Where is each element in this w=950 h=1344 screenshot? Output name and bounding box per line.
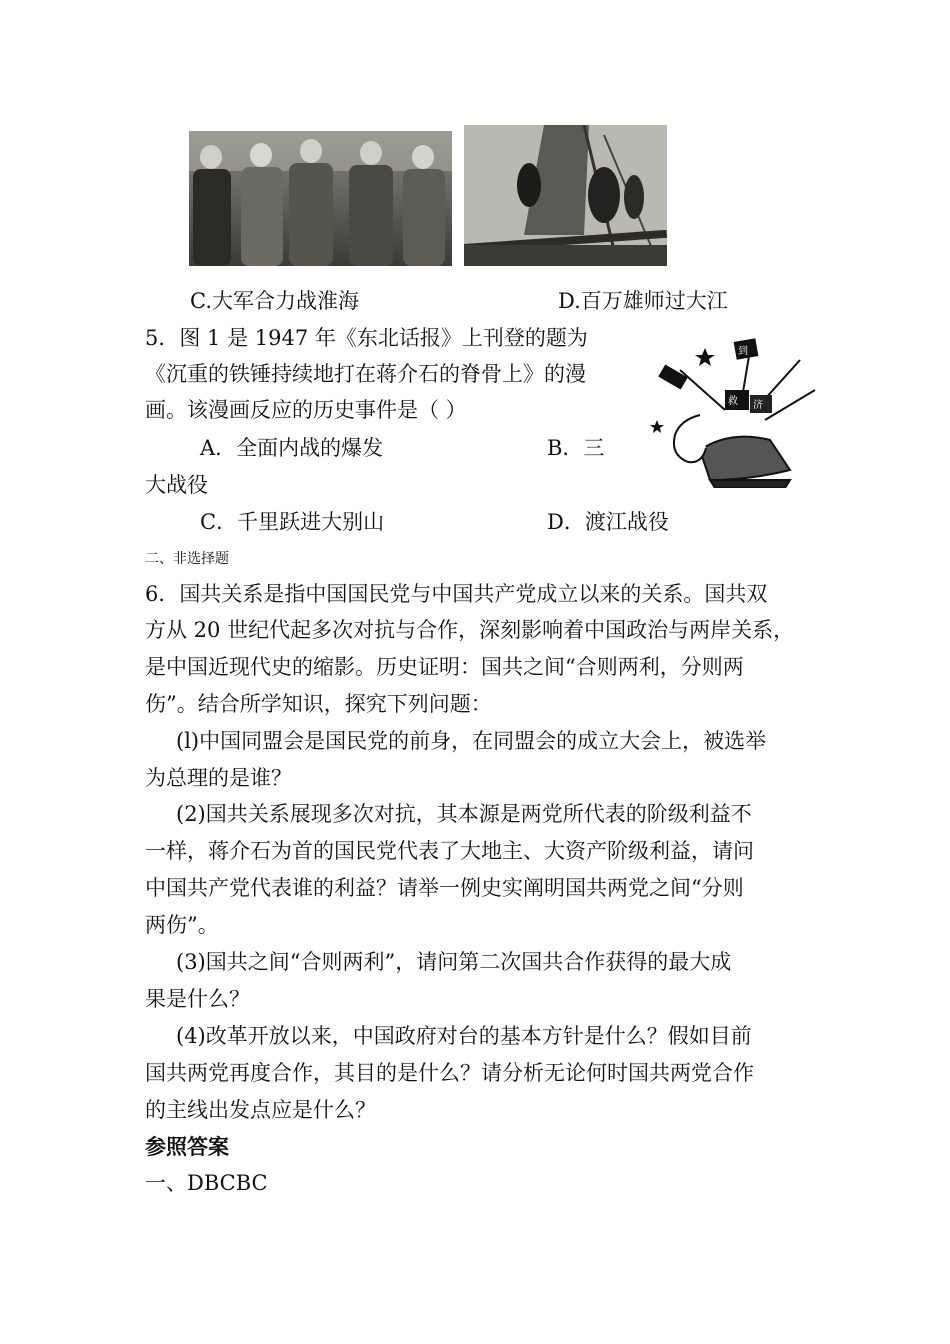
- q6-sub3-line2: 果是什么？: [145, 987, 250, 1011]
- q5-option-c: C．千里跃进大别山: [200, 510, 385, 534]
- q6-sub4-line3: 的主线出发点应是什么？: [145, 1098, 376, 1122]
- q6-sub2-line2: 一样，蒋介石为首的国民党代表了大地主、大资产阶级利益，请问: [145, 839, 754, 863]
- q5-option-d: D．渡江战役: [547, 510, 669, 534]
- cartoon-label-2: 救: [728, 396, 738, 407]
- q6-sub4-line1: (4)改革开放以来，中国政府对台的基本方针是什么？假如目前: [176, 1024, 752, 1048]
- q6-sub1-line2: 为总理的是谁？: [145, 766, 292, 790]
- answers-heading: 参照答案: [145, 1134, 229, 1159]
- q6-sub4-line2: 国共两党再度合作，其目的是什么？请分析无论何时国共两党合作: [145, 1061, 754, 1085]
- q5-option-b-continued: 大战役: [145, 473, 208, 497]
- photo-huaihai-commanders: [189, 131, 452, 266]
- q6-sub2-line4: 两伤”。: [145, 913, 219, 937]
- answers-section1: 一、DBCBC: [145, 1171, 268, 1195]
- q6-intro-line3: 是中国近现代史的缩影。历史证明：国共之间“合则两利，分则两: [145, 655, 744, 679]
- q6-sub2-line1: (2)国共关系展现多次对抗，其本源是两党所代表的阶级利益不: [176, 802, 752, 826]
- cartoon-label-1: 到: [738, 346, 748, 357]
- q6-intro-line1: 6．国共关系是指中国国民党与中国共产党成立以来的关系。国共双: [145, 582, 768, 606]
- q5-stem-line1: 5．图 1 是 1947 年《东北话报》上刊登的题为: [145, 326, 588, 350]
- section-heading-non-choice: 二、非选择题: [145, 551, 229, 567]
- q4-option-d: D.百万雄师过大江: [558, 289, 728, 313]
- q5-option-a: A．全面内战的爆发: [200, 436, 384, 460]
- q6-intro-line4: 伤”。结合所学知识，探究下列问题：: [145, 692, 492, 716]
- q6-sub2-line3: 中国共产党代表谁的利益？请举一例史实阐明国共两党之间“分则: [145, 876, 744, 900]
- q5-stem-line3: 画。该漫画反应的历史事件是（ ）: [145, 398, 467, 422]
- q5-stem-line2: 《沉重的铁锤持续地打在蒋介石的脊骨上》的漫: [145, 362, 586, 386]
- q6-intro-line2: 方从 20 世纪代起多次对抗与合作，深刻影响着中国政治与两岸关系，: [145, 618, 795, 642]
- photo-yangtze-crossing: [464, 125, 667, 266]
- q6-sub3-line1: (3)国共之间“合则两利”，请问第二次国共合作获得的最大成: [176, 950, 732, 974]
- q6-sub1-line1: (l)中国同盟会是国民党的前身，在同盟会的成立大会上，被选举: [176, 729, 767, 753]
- q4-option-c: C.大军合力战淮海: [190, 289, 359, 313]
- cartoon-hammer-figure: [640, 330, 823, 488]
- cartoon-label-3: 济: [753, 400, 763, 411]
- q5-option-b: B．三: [547, 436, 605, 460]
